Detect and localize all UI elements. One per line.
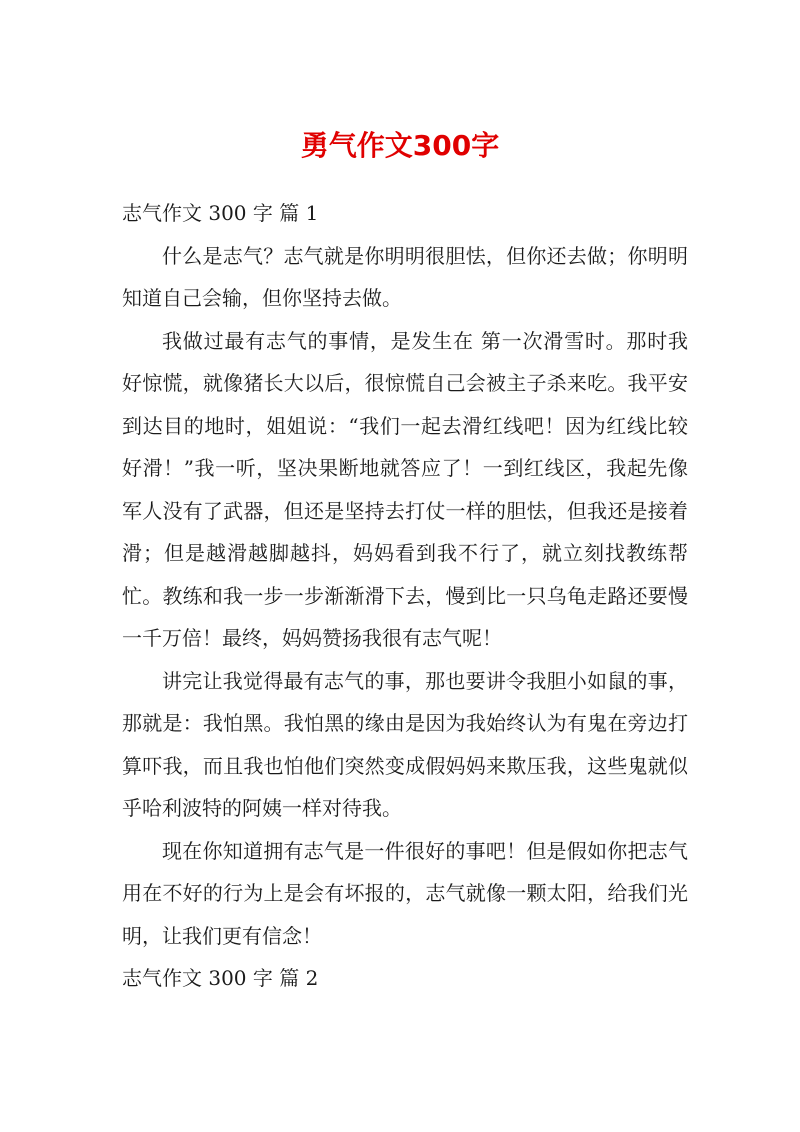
document-body	[122, 192, 688, 1000]
paragraph-3: 讲完让我觉得最有志气的事，那也要讲令我胆小如鼠的事，那就是：我怕黑。我怕黑的缘由是因为我始终认为有鬼在旁边打算吓我，而且我也怕他们突然变成假妈妈来欺压我，这些鬼就似乎哈利波特的阿姨一样对待我。	[122, 668, 688, 820]
document-title: 勇气作文300字	[300, 129, 500, 162]
section-heading-2: 志气作文 300 字 篇 2	[122, 966, 319, 990]
paragraph-2: 我做过最有志气的事情，是发生在 第一次滑雪时。那时我好惊慌，就像猪长大以后，很惊慌自己会被主子杀来吃。我平安到达目的地时，姐姐说：“我们一起去滑红线吧！因为红线比较好滑！”我一听，坚决果断地就答应了！一到红线区，我起先像军人没有了武器，但还是坚持去打仗一样的胆怯，但我还是接着滑；但是越滑越脚越抖，妈妈看到我不行了，就立刻找教练帮忙。教练和我一步一步渐渐滑下去，慢到比一只乌龟走路还要慢一千万倍！最终，妈妈赞扬我很有志气呢！	[122, 328, 688, 650]
section-heading-1: 志气作文 300 字 篇 1	[122, 201, 319, 225]
paragraph-1: 什么是志气？志气就是你明明很胆怯，但你还去做；你明明知道自己会输，但你坚持去做。	[122, 243, 688, 310]
paragraph-4: 现在你知道拥有志气是一件很好的事吧！但是假如你把志气用在不好的行为上是会有坏报的，志气就像一颗太阳，给我们光明，让我们更有信念！	[122, 838, 688, 948]
